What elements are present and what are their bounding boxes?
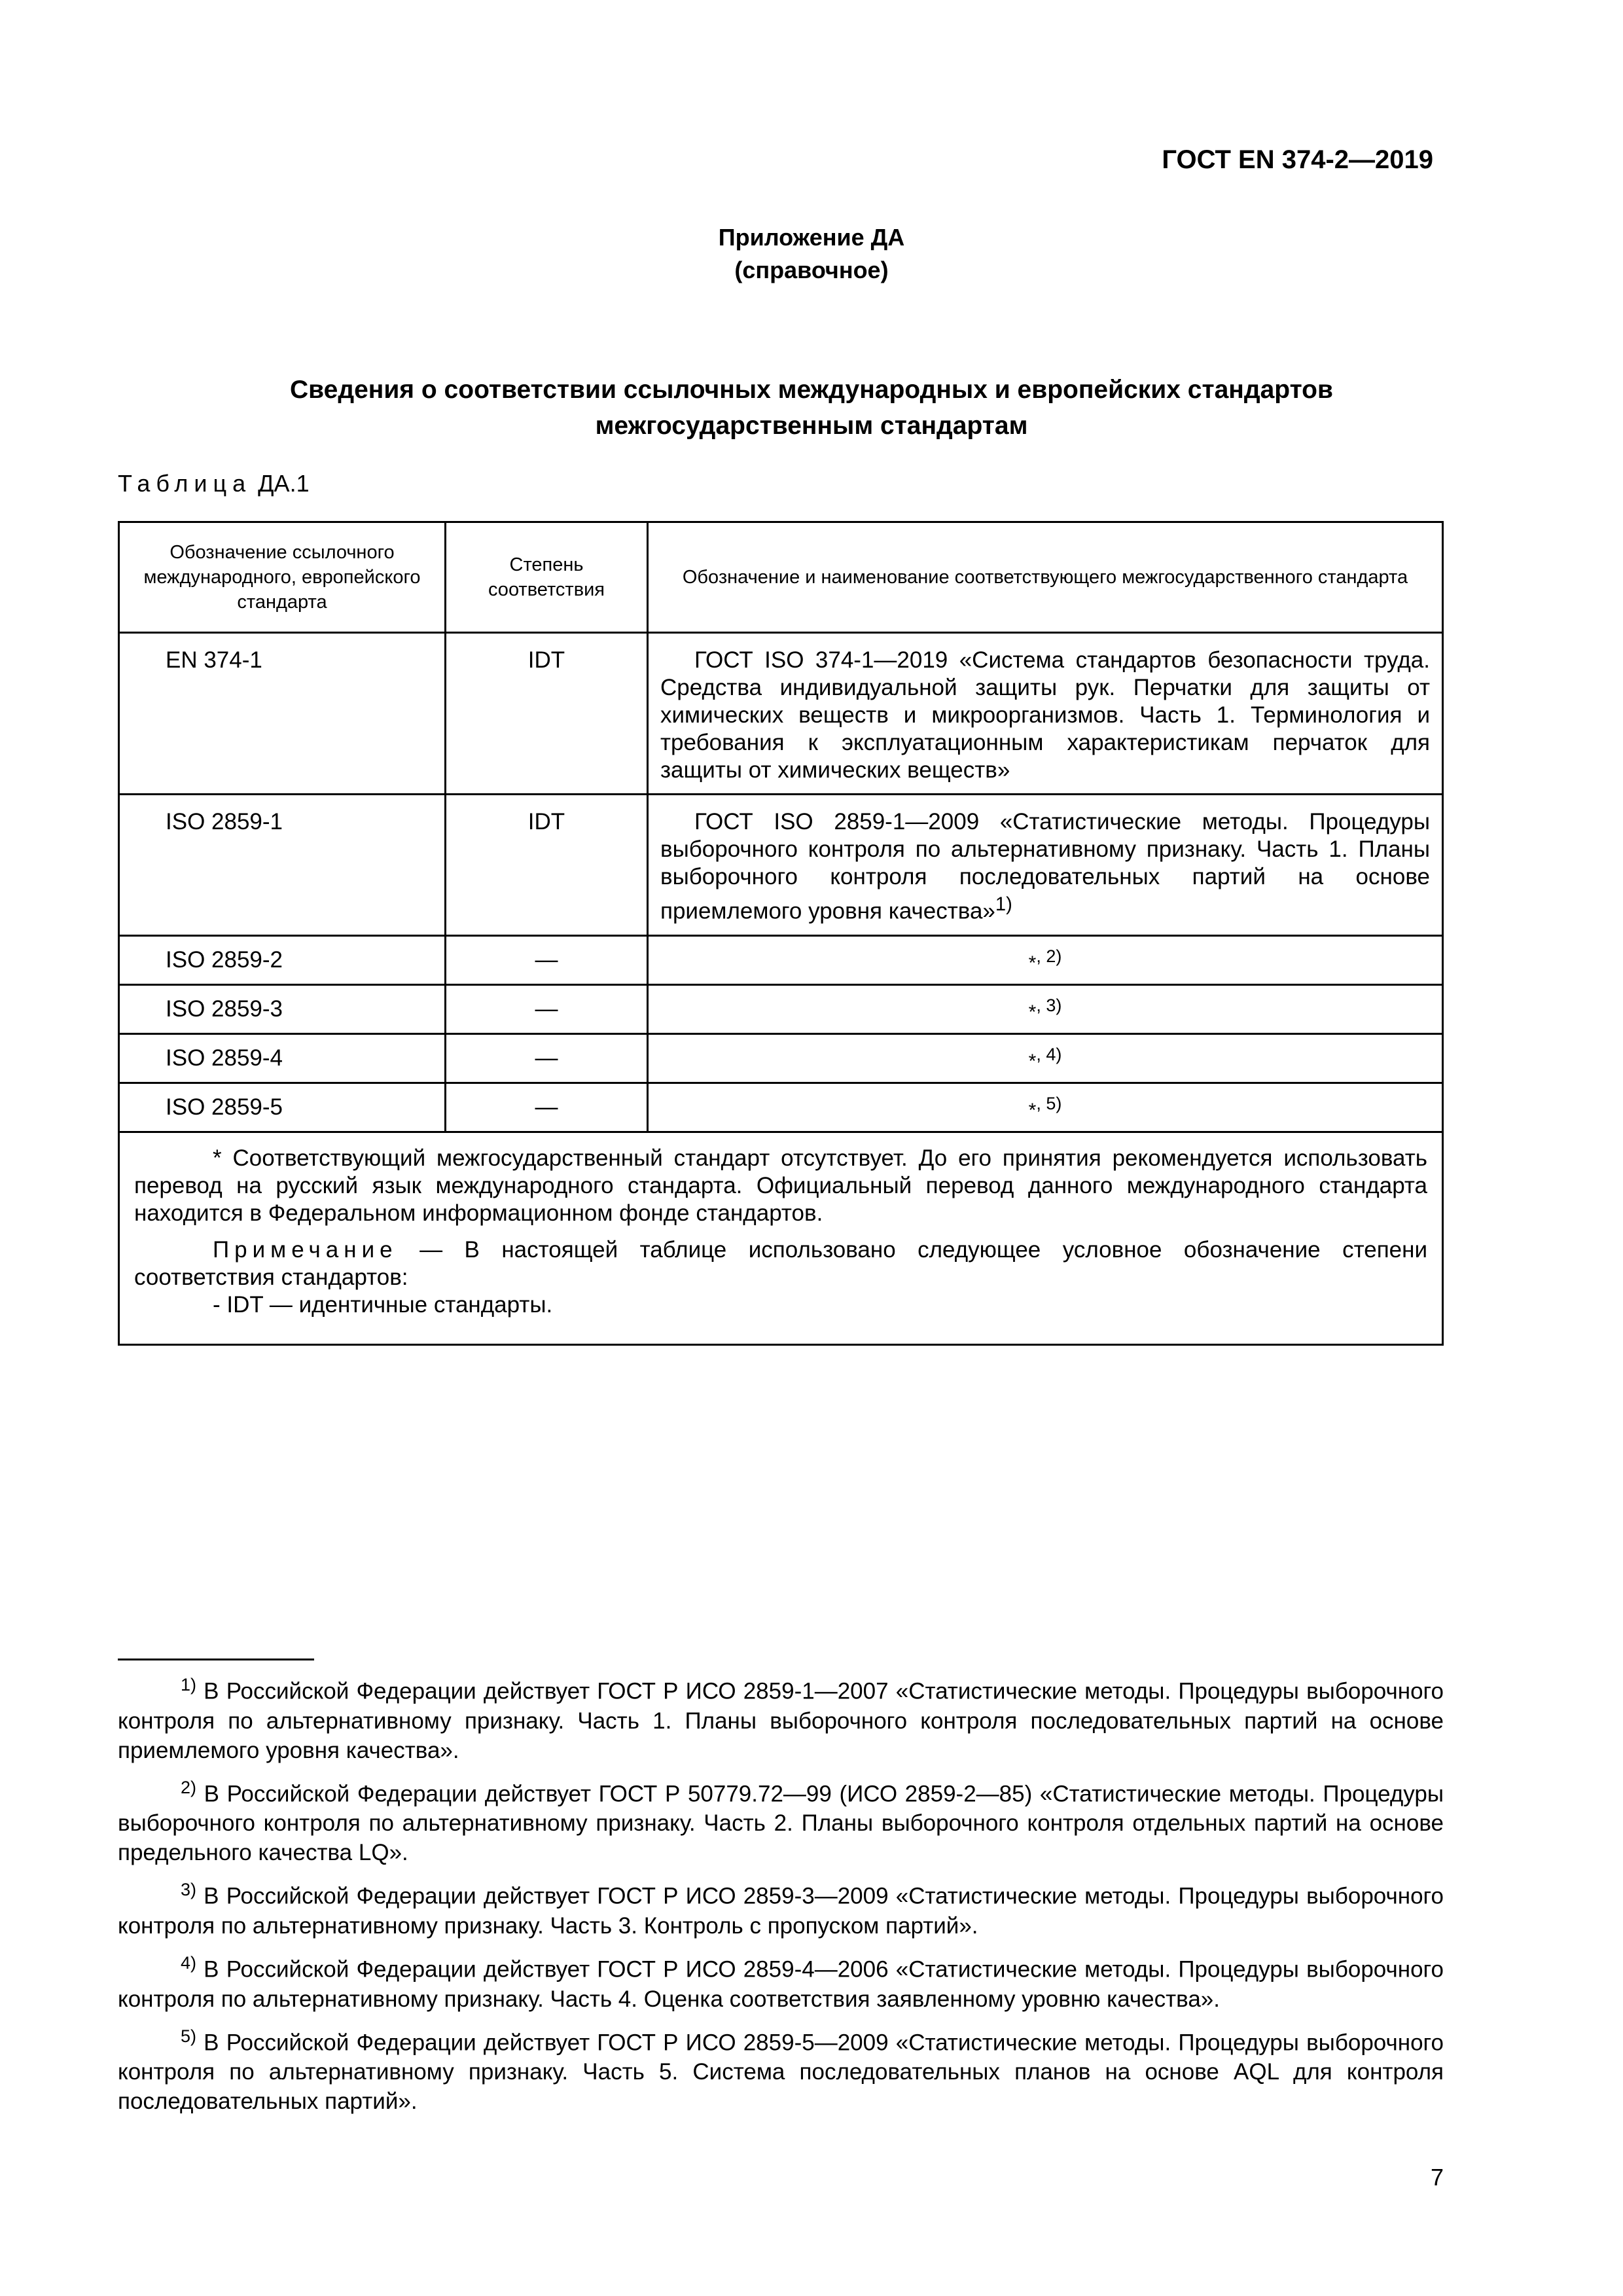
note-text: — В настоящей таблице использовано следующее условное обозначение степени соответствия стандартов: — [134, 1236, 1427, 1290]
footer-star-note: * Соответствующий межгосударственный стандарт отсутствует. До его принятия рекомендуется использовать перевод на русский язык международного стандарта. Официальный перевод данного международного стандарта находится в Федеральном информационном фонде стандартов. — [134, 1145, 1427, 1226]
footnote-ref: , 5) — [1036, 1094, 1062, 1114]
cell-degree: — — [446, 984, 648, 1033]
footnote-divider — [118, 1659, 314, 1660]
star-mark: * — [1028, 1100, 1037, 1122]
cell-standard-name — [648, 633, 1443, 795]
cell-designation: ISO 2859-2 — [119, 935, 446, 984]
document-code: ГОСТ EN 374-2—2019 — [1162, 145, 1433, 174]
cell-standard-name — [648, 1083, 1443, 1132]
footnote-ref: 1) — [995, 894, 1012, 915]
footnote-ref: , 3) — [1036, 996, 1062, 1016]
cell-degree: — — [446, 1083, 648, 1132]
star-mark: * — [1028, 1001, 1037, 1024]
footnote-mark: 4) — [181, 1952, 197, 1973]
footnote-mark: 3) — [181, 1880, 197, 1900]
section-title — [0, 372, 1623, 444]
cell-designation: ISO 2859-1 — [119, 795, 446, 936]
footnotes — [118, 1670, 1444, 2124]
footnote-mark: 1) — [181, 1675, 197, 1695]
cell-standard-name — [648, 1033, 1443, 1083]
cell-designation: EN 374-1 — [119, 633, 446, 795]
footnote-text: В Российской Федерации действует ГОСТ Р ИСО 2859-3—2009 «Статистические методы. Процедуры выборочного контроля по альтернативному признаку. Часть 3. Контроль с пропуском партий». — [118, 1883, 1444, 1939]
footnote — [118, 1948, 1444, 2014]
cell-designation: ISO 2859-5 — [119, 1083, 446, 1132]
footnote-text: В Российской Федерации действует ГОСТ Р ИСО 2859-1—2007 «Статистические методы. Процедуры выборочного контроля по альтернативному признаку. Часть 1. Планы выборочного контроля последовательных партий на основе приемлемого уровня качества». — [118, 1678, 1444, 1763]
table-row — [119, 1083, 1443, 1132]
table-caption — [118, 470, 310, 497]
cell-standard-name — [648, 984, 1443, 1033]
footnote-text: В Российской Федерации действует ГОСТ Р 50779.72—99 (ИСО 2859-2—85) «Статистические методы. Процедуры выборочного контроля по альтернативному признаку. Часть 2. Планы выборочного контроля отдельных партий на основе предельного качества LQ». — [118, 1781, 1444, 1866]
standard-name-text: ГОСТ ISO 2859-1—2009 «Статистические методы. Процедуры выборочного контроля по альтернативному признаку. Часть 1. Планы выборочного контроля последовательных партий на основе приемлемого уровня качества» — [660, 809, 1430, 924]
cell-designation: ISO 2859-3 — [119, 984, 446, 1033]
header-degree: Степень соответствия — [446, 522, 648, 633]
footnote-text: В Российской Федерации действует ГОСТ Р ИСО 2859-5—2009 «Статистические методы. Процедуры выборочного контроля по альтернативному признаку. Часть 5. Система последовательных планов на основе AQL для контроля последовательных партий». — [118, 2030, 1444, 2115]
footnote-ref: , 4) — [1036, 1045, 1062, 1065]
table-row — [119, 1033, 1443, 1083]
header-name: Обозначение и наименование соответствующего межгосударственного стандарта — [648, 522, 1443, 633]
section-title-line-2: межгосударственным стандартам — [595, 412, 1028, 440]
table-caption-word: Таблица — [118, 470, 252, 497]
appendix-heading — [0, 221, 1623, 287]
reference-standards-table — [118, 521, 1444, 1346]
appendix-kind: (справочное) — [734, 257, 889, 283]
table-row — [119, 984, 1443, 1033]
footnote — [118, 1670, 1444, 1765]
note-word: Примечание — [213, 1236, 398, 1263]
appendix-title: Приложение ДА — [718, 224, 905, 251]
page-number: 7 — [1430, 2164, 1444, 2191]
footnote-text: В Российской Федерации действует ГОСТ Р ИСО 2859-4—2006 «Статистические методы. Процедуры выборочного контроля по альтернативному признаку. Часть 4. Оценка соответствия заявленному уровню качества». — [118, 1956, 1444, 2012]
header-designation: Обозначение ссылочного международного, европейского стандарта — [119, 522, 446, 633]
table-header-row — [119, 522, 1443, 633]
standard-name-text: ГОСТ ISO 374-1—2019 «Система стандартов безопасности труда. Средства индивидуальной защиты рук. Перчатки для защиты от химических веществ и микроорганизмов. Часть 1. Терминология и требования к эксплуатационным характеристикам перчаток для защиты от химических веществ» — [660, 647, 1430, 783]
cell-standard-name — [648, 935, 1443, 984]
cell-degree: IDT — [446, 795, 648, 936]
table-row — [119, 795, 1443, 936]
footnote — [118, 1875, 1444, 1941]
cell-degree: IDT — [446, 633, 648, 795]
table-row — [119, 935, 1443, 984]
cell-degree: — — [446, 935, 648, 984]
footer-note — [134, 1236, 1427, 1319]
cell-degree: — — [446, 1033, 648, 1083]
table-caption-number: ДА.1 — [258, 470, 310, 497]
footnote-ref: , 2) — [1036, 946, 1062, 967]
star-mark: * — [1028, 952, 1037, 975]
table-footer-row — [119, 1132, 1443, 1344]
table-row — [119, 633, 1443, 795]
table-footer — [119, 1132, 1443, 1344]
footnote-mark: 5) — [181, 2026, 197, 2046]
cell-designation: ISO 2859-4 — [119, 1033, 446, 1083]
footnote — [118, 1773, 1444, 1868]
section-title-line-1: Сведения о соответствии ссылочных международных и европейских стандартов — [290, 376, 1333, 404]
note-item: - IDT — идентичные стандарты. — [213, 1291, 553, 1318]
footnote-mark: 2) — [181, 1777, 197, 1797]
star-mark: * — [1028, 1050, 1037, 1073]
footnote — [118, 2022, 1444, 2117]
cell-standard-name — [648, 795, 1443, 936]
